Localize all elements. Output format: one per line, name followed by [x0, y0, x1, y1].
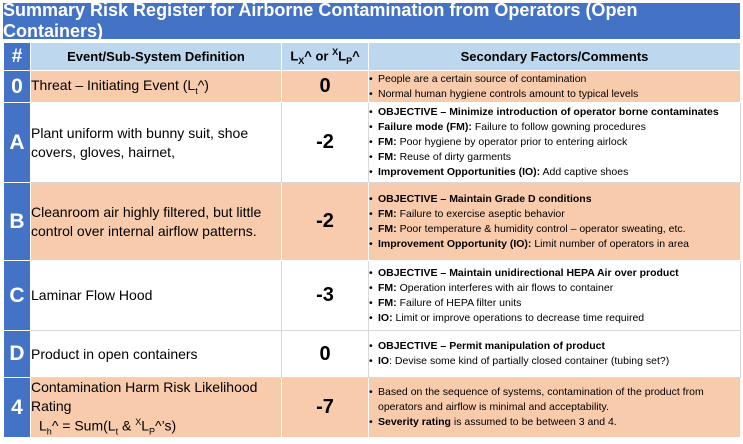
row-index: A	[4, 103, 31, 183]
row-comments	[369, 183, 741, 261]
rating-formula: $L_h\^{} = Sum(L_t$ & $^XL_P\^{}’s$)	[39, 416, 177, 437]
row-comments	[369, 331, 741, 378]
comment-item: • Improvement Opportunity (IO): Limit number of operators in area	[369, 237, 689, 250]
comment-item: • Based on the sequence of systems, contamination of the product from operators and airflow is minimal and acceptability.	[369, 386, 704, 414]
row-definition: Plant uniform with bunny suit, shoe covers, gloves, hairnet,	[31, 103, 282, 183]
header-row	[4, 43, 741, 71]
row-likelihood: -3	[282, 261, 369, 331]
comment-item: • FM: Failure to exercise aseptic behavior	[369, 207, 565, 220]
row-definition: Threat – Initiating Event $(L_t\^{})$	[31, 71, 282, 103]
comment-item: • FM: Reuse of dirty garments	[369, 151, 512, 163]
row-likelihood: 0	[282, 331, 369, 378]
page-title: Summary Risk Register for Airborne Contamination from Operators (Open Containers)	[3, 3, 740, 39]
table-row	[4, 183, 741, 261]
row-comments	[369, 261, 741, 331]
table-row	[4, 331, 741, 378]
comment-item: • IO: Devise some kind of partially closed container (tubing set?)	[369, 355, 670, 367]
row-comments	[369, 71, 741, 103]
row-comments	[369, 378, 741, 438]
table-row	[4, 378, 741, 438]
row-index: B	[4, 183, 31, 261]
row-definition: Cleanroom air highly filtered, but little control over internal airflow patterns.	[31, 183, 282, 261]
row-definition	[31, 378, 282, 438]
table-row	[4, 261, 741, 331]
comment-item: • FM: Poor temperature & humidity control – operator sweating, etc.	[369, 222, 686, 235]
header-comments: Secondary Factors/Comments	[369, 43, 741, 71]
row-definition: Laminar Flow Hood	[31, 261, 282, 331]
row-comments	[369, 103, 741, 183]
row-likelihood: -2	[282, 103, 369, 183]
row-index: 0	[4, 71, 31, 103]
comment-item: • OBJECTIVE – Permit manipulation of product	[369, 340, 605, 352]
comment-item: • OBJECTIVE – Minimize introduction of operator borne contaminates	[369, 106, 719, 118]
row-likelihood: -2	[282, 183, 369, 261]
comment-item: • Improvement Opportunities (IO): Add captive shoes	[369, 166, 629, 178]
comment-item: • People are a certain source of contamination	[369, 72, 587, 85]
comment-item: • OBJECTIVE – Maintain Grade D conditions	[369, 192, 592, 205]
risk-register-table	[3, 42, 741, 438]
row-likelihood: -7	[282, 378, 369, 438]
header-index: #	[4, 43, 31, 71]
comment-item: • Severity rating is assumed to be between 3 and 4.	[369, 416, 617, 429]
row-index: 4	[4, 378, 31, 438]
header-likelihood: $L_X\^{}$ or $^XL_P\^{}$	[282, 43, 369, 71]
row-likelihood: 0	[282, 71, 369, 103]
comment-item: • OBJECTIVE – Maintain unidirectional HEPA Air over product	[369, 266, 679, 279]
row-index: C	[4, 261, 31, 331]
comment-item: • FM: Poor hygiene by operator prior to entering airlock	[369, 136, 628, 148]
comment-item: • Failure mode (FM): Failure to follow gowning procedures	[369, 121, 646, 133]
table-row	[4, 71, 741, 103]
header-definition: Event/Sub-System Definition	[31, 43, 282, 71]
comment-item: • IO: Limit or improve operations to decrease time required	[369, 311, 645, 324]
row-index: D	[4, 331, 31, 378]
table-row	[4, 103, 741, 183]
comment-item: • Normal human hygiene controls amount to typical levels	[369, 87, 639, 100]
comment-item: • FM: Failure of HEPA filter units	[369, 296, 522, 309]
row-definition: Product in open containers	[31, 331, 282, 378]
comment-item: • FM: Operation interferes with air flows to container	[369, 281, 614, 294]
rating-title: Contamination Harm Risk Likelihood Rating	[31, 379, 258, 414]
